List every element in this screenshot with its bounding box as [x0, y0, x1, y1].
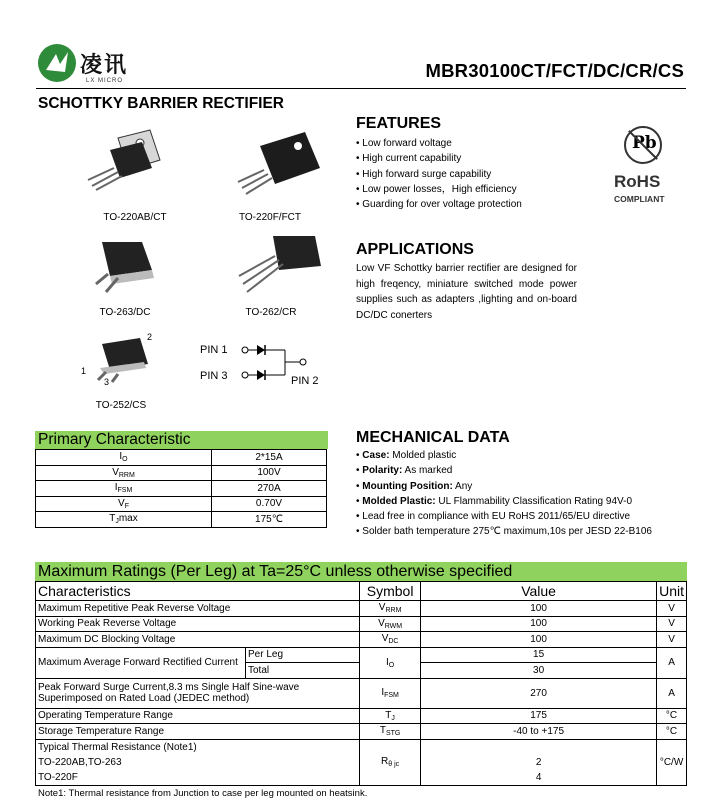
- list-item: • Guarding for over voltage protection: [356, 197, 596, 212]
- pin3-label: PIN 3: [200, 370, 228, 382]
- mechanical-data-list: [356, 448, 696, 540]
- logo-english-name: LX MICRO: [86, 78, 124, 84]
- applications-text: Low VF Schottky barrier rectifier are designed for high freqency, miniature switched mode power supplies such as adapters ,lighting and on-board DC/DC conerters: [356, 263, 577, 321]
- diode-schematic-icon: [240, 340, 312, 386]
- list-item: • High forward surge capability: [356, 167, 596, 182]
- primary-characteristic-heading: Primary Characteristic: [35, 431, 328, 449]
- table-row: Operating Temperature Range $T_J$ 175 °C: [36, 708, 687, 724]
- list-item: • High current capability: [356, 151, 596, 166]
- pin-number: 3: [104, 377, 110, 387]
- to220ab-package-icon: [80, 128, 180, 208]
- document-subtitle: SCHOTTKY BARRIER RECTIFIER: [38, 95, 285, 112]
- to263-package-icon: [82, 232, 162, 302]
- footnote: Note1: Thermal resistance from Junction to case per leg mounted on heatsink.: [38, 788, 368, 799]
- maximum-ratings-table: [35, 581, 687, 786]
- features-heading: FEATURES: [356, 115, 442, 132]
- table-row: Working Peak Reverse Voltage $V_{RWM}$ 100 V: [36, 616, 687, 632]
- applications-heading: APPLICATIONS: [356, 241, 474, 258]
- table-row: Maximum Average Forward Rectified Current Per Leg $I_O$ 15 A: [36, 647, 687, 663]
- maximum-ratings-heading: Maximum Ratings (Per Leg) at Ta=25°C unless otherwise specified: [35, 562, 687, 581]
- pin-number: 2: [147, 332, 153, 342]
- package-label: TO-220F/FCT: [238, 212, 302, 223]
- table-row: $I_{FSM}$ 270A: [36, 481, 327, 497]
- header-divider: [36, 88, 686, 89]
- list-item: • Solder bath temperature 275℃ maximum,10s per JESD 22-B106: [356, 524, 696, 539]
- package-label: TO-220AB/CT: [103, 212, 167, 223]
- pin1-label: PIN 1: [200, 344, 228, 356]
- to220f-package-icon: [230, 128, 330, 208]
- rohs-compliant-label: COMPLIANT: [614, 194, 665, 204]
- table-row: Typical Thermal Resistance (Note1) TO-220AB,TO-263 TO-220F $R_{\theta jc}$ 2 4 °C/W: [36, 739, 687, 785]
- lead-free-icon: [624, 126, 662, 164]
- pin-number: 1: [81, 366, 87, 376]
- table-row: Storage Temperature Range $T_{STG}$ -40 to +175 °C: [36, 724, 687, 740]
- to262-package-icon: [225, 232, 325, 302]
- list-item: • Lead free in compliance with EU RoHS 2011/65/EU directive: [356, 509, 696, 524]
- package-label: TO-252/CS: [95, 400, 147, 411]
- table-header-row: Characteristics Symbol Value Unit: [36, 582, 687, 601]
- company-logo: [38, 42, 148, 90]
- logo-mark-icon: [38, 44, 76, 82]
- list-item: • Mounting Position: Any: [356, 479, 696, 494]
- table-row: Total 30: [36, 663, 687, 679]
- table-row: $T_J\max$ 175℃: [36, 512, 327, 528]
- pb-symbol: Pb: [632, 133, 657, 153]
- logo-chinese-name: 凌讯: [80, 52, 129, 78]
- table-row: $V_F$ 0.70V: [36, 496, 327, 512]
- list-item: • Molded Plastic: UL Flammability Classification Rating 94V-0: [356, 494, 696, 509]
- pin2-label: PIN 2: [291, 375, 319, 387]
- table-row: Peak Forward Surge Current,8.3 ms Single Half Sine-wave Superimposed on Rated Load (JEDEC method) $I_{FSM}$ 270 A: [36, 678, 687, 708]
- table-row: $V_{RRM}$ 100V: [36, 465, 327, 481]
- mechanical-data-heading: MECHANICAL DATA: [356, 429, 510, 446]
- table-row: $I_O$ 2*15A: [36, 450, 327, 466]
- features-list: [356, 136, 596, 212]
- rohs-label: RoHS: [614, 172, 661, 191]
- part-number-title: MBR30100CT/FCT/DC/CR/CS: [425, 60, 684, 81]
- list-item: • Polarity: As marked: [356, 463, 696, 478]
- list-item: • Low power losses，High efficiency: [356, 182, 596, 197]
- list-item: • Low forward voltage: [356, 136, 596, 151]
- list-item: • Case: Molded plastic: [356, 448, 696, 463]
- table-row: Maximum Repetitive Peak Reverse Voltage $V_{RRM}$ 100 V: [36, 601, 687, 617]
- primary-characteristic-table: [35, 449, 327, 528]
- table-row: Maximum DC Blocking Voltage $V_{DC}$ 100 V: [36, 632, 687, 648]
- package-label: TO-262/CR: [245, 307, 297, 318]
- package-label: TO-263/DC: [99, 307, 151, 318]
